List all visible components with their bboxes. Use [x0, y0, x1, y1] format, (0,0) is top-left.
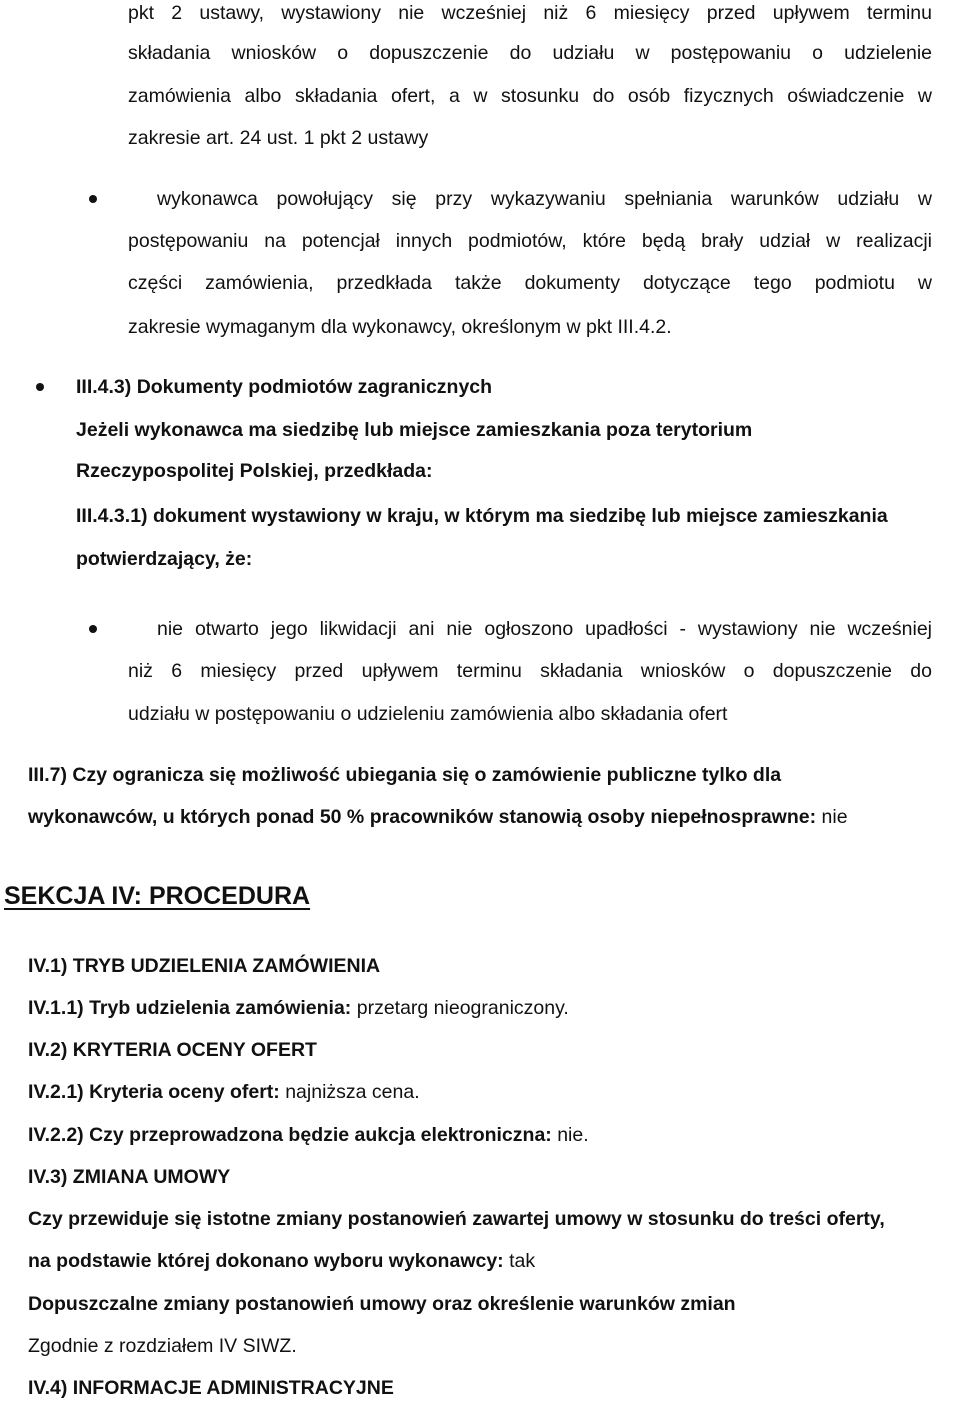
field-value: Zgodnie z rozdziałem IV SIWZ.: [28, 1335, 297, 1357]
text-line: zamówienia albo składania ofert, a w stosunku do osób fizycznych oświadczenie w: [128, 85, 932, 107]
subsection-title: IV.1) TRYB UDZIELENIA ZAMÓWIENIA: [28, 955, 381, 977]
field-label: IV.1.1) Tryb udzielenia zamówienia:: [28, 997, 352, 1019]
field-value: przetarg nieograniczony.: [351, 997, 569, 1019]
text-line: III.4.3.1) dokument wystawiony w kraju, w którym ma siedzibę lub miejsce zamieszkania: [76, 505, 888, 527]
answer-value: nie: [816, 806, 848, 828]
field-row: [28, 1123, 589, 1147]
question-line: Czy przewiduje się istotne zmiany postanowień zawartej umowy w stosunku do treści oferty,: [28, 1208, 885, 1230]
section-title: III.4.3) Dokumenty podmiotów zagranicznych: [76, 376, 493, 398]
bullet-icon: [36, 383, 44, 391]
field-label: Dopuszczalne zmiany postanowień umowy oraz określenie warunków zmian: [28, 1293, 736, 1315]
text-line: postępowaniu na potencjał innych podmiotów, które będą brały udział w realizacji: [128, 230, 932, 252]
text-line: Jeżeli wykonawca ma siedzibę lub miejsce zamieszkania poza terytorium: [76, 419, 753, 441]
field-row: [28, 1249, 535, 1273]
field-value: najniższa cena.: [279, 1081, 420, 1103]
text-line: części zamówienia, przedkłada także dokumenty dotyczące tego podmiotu w: [128, 272, 932, 294]
text-line: pkt 2 ustawy, wystawiony nie wcześniej niż 6 miesięcy przed upływem terminu: [128, 2, 932, 24]
text-line: składania wniosków o dopuszczenie do udziału w postępowaniu o udzielenie: [128, 42, 932, 64]
text-line: nie otwarto jego likwidacji ani nie ogłoszono upadłości - wystawiony nie wcześniej: [157, 618, 932, 640]
field-value: nie.: [551, 1124, 589, 1146]
subsection-title: IV.2) KRYTERIA OCENY OFERT: [28, 1039, 317, 1061]
field-row: [28, 1080, 420, 1104]
text-line: zakresie wymaganym dla wykonawcy, określonym w pkt III.4.2.: [128, 316, 672, 338]
text-line: udziału w postępowaniu o udzieleniu zamówienia albo składania ofert: [128, 703, 728, 725]
question-line: [28, 805, 848, 829]
text-line: wykonawca powołujący się przy wykazywaniu spełniania warunków udziału w: [157, 188, 932, 210]
subsection-title: IV.4) INFORMACJE ADMINISTRACYJNE: [28, 1377, 394, 1399]
field-label: IV.2.1) Kryteria oceny ofert:: [28, 1081, 280, 1103]
subsection-title: IV.3) ZMIANA UMOWY: [28, 1166, 231, 1188]
section-heading: SEKCJA IV: PROCEDURA: [4, 882, 311, 910]
text-line: zakresie art. 24 ust. 1 pkt 2 ustawy: [128, 127, 429, 149]
bullet-icon: [89, 625, 97, 633]
text-line: potwierdzający, że:: [76, 548, 253, 570]
text-line: Rzeczypospolitej Polskiej, przedkłada:: [76, 460, 433, 482]
field-label: na podstawie której dokonano wyboru wykonawcy:: [28, 1250, 504, 1272]
bullet-icon: [89, 195, 97, 203]
text-line: niż 6 miesięcy przed upływem terminu składania wniosków o dopuszczenie do: [128, 660, 932, 682]
question-line: III.7) Czy ogranicza się możliwość ubiegania się o zamówienie publiczne tylko dla: [28, 764, 782, 786]
question-label: wykonawców, u których ponad 50 % pracowników stanowią osoby niepełnosprawne:: [28, 806, 817, 828]
field-row: [28, 996, 569, 1020]
field-label: IV.2.2) Czy przeprowadzona będzie aukcja elektroniczna:: [28, 1124, 552, 1146]
field-value: tak: [503, 1250, 536, 1272]
